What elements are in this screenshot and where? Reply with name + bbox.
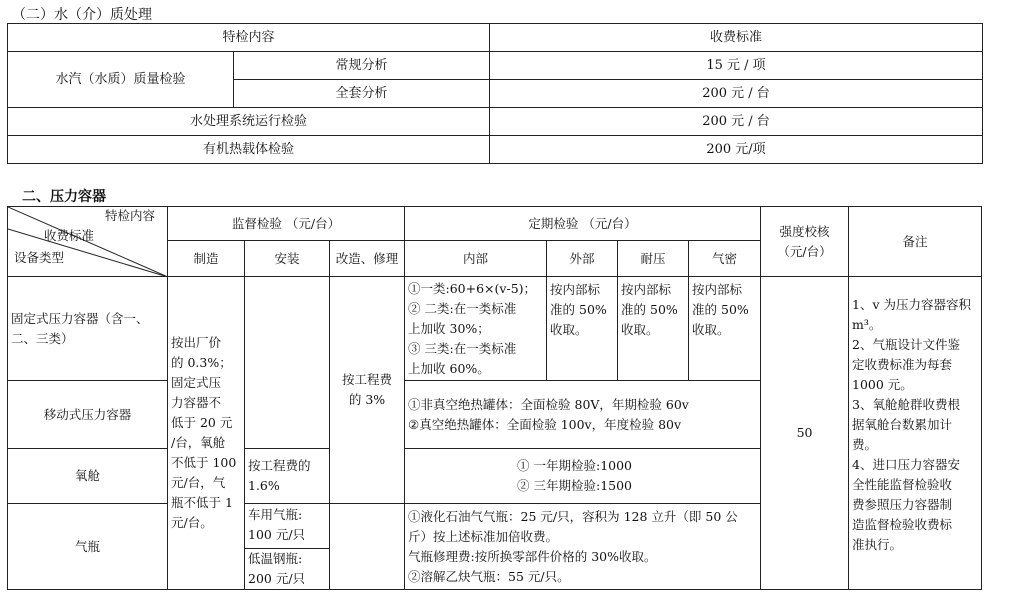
- install-cylinder-cell: [245, 504, 330, 590]
- internal-fixed: ①一类:60+6×(v-5)； ② 二类:在一类标准 上加收 30%； ③ 三类:在一类标准 上加收 60%。: [405, 277, 547, 381]
- install-empty: [245, 277, 330, 449]
- col-install: 安装: [245, 241, 330, 277]
- remarks-header: 备注: [849, 207, 982, 277]
- external-fixed: 按内部标 准的 50% 收取。: [547, 277, 618, 381]
- row-system-fee: 200 元 / 台: [490, 108, 983, 136]
- section1-title: （二）水（介）质处理: [12, 7, 152, 23]
- section2-title: 二、压力容器: [22, 189, 106, 205]
- install-chamber: 按工程费的 1.6%: [245, 449, 330, 504]
- col-alteration: 改造、修理: [330, 241, 405, 277]
- header-content: 特检内容: [8, 24, 490, 52]
- alteration-fee: 按工程费 的 3%: [330, 277, 405, 504]
- type-mobile: 移动式压力容器: [8, 381, 168, 449]
- pressure-fixed: 按内部标 准的 50% 收取。: [618, 277, 689, 381]
- remarks: 1、v 为压力容器容积 m³。 2、气瓶设计文件鉴 定收费标准为每套 1000 元。 3、氧舱舱群收费根 据氧舱台数累加计 费。 4、进口压力容器安 全性能监督检验收 费参照压力容器制 造监督检验收费标 准执行。: [849, 277, 982, 590]
- row-system: 水处理系统运行检验: [8, 108, 490, 136]
- sub-routine-fee: 15 元 / 项: [490, 52, 983, 80]
- type-fixed: 固定式压力容器（含一、二、三类）: [8, 277, 168, 381]
- periodic-header: 定期检验 （元/台）: [405, 207, 761, 241]
- sub-routine: 常规分析: [234, 52, 490, 80]
- cylinder-periodic: ①液化石油气气瓶：25 元/只，容积为 128 立升（即 50 公 斤）按上述标准加倍收费。 气瓶修理费:按所换零部件价格的 30%收取。 ②溶解乙炔气瓶：55 元/只。: [405, 504, 761, 590]
- install-cryo: 低温钢瓶: 200 元/只: [248, 550, 306, 586]
- type-cylinder: 气瓶: [8, 504, 168, 590]
- pressure-vessel-table: [7, 206, 982, 590]
- strength-value: 50: [761, 277, 849, 590]
- col-internal: 内部: [405, 241, 547, 277]
- col-manufacture: 制造: [168, 241, 245, 277]
- supervision-header: 监督检验 （元/台）: [168, 207, 405, 241]
- diag-top-label: 特检内容: [104, 208, 155, 223]
- airtight-fixed: 按内部标 准的 50% 收取。: [689, 277, 761, 381]
- chamber-periodic: ① 一年期检验:1000 ② 三年期检验:1500: [405, 449, 761, 504]
- manufacture-fee: 按出厂价 的 0.3%； 固定式压 力容器不 低于 20 元 /台，氧舱 不低于 100 元/台，气 瓶不低于 1 元/台。: [168, 277, 245, 590]
- strength-header: 强度校核 （元/台）: [761, 207, 849, 277]
- alteration-cylinder-empty: [330, 504, 405, 590]
- diag-mid-label: 收费标准: [44, 228, 95, 243]
- mobile-periodic: ①非真空绝热罐体：全面检验 80V，年期检验 60v ②真空绝热罐体：全面检验 100v，年度检验 80v: [405, 381, 761, 449]
- col-pressure: 耐压: [618, 241, 689, 277]
- diagonal-header-cell: [8, 207, 168, 277]
- header-fee: 收费标准: [490, 24, 983, 52]
- row-organic-fee: 200 元/项: [490, 136, 983, 164]
- type-chamber: 氧舱: [8, 449, 168, 504]
- col-airtight: 气密: [689, 241, 761, 277]
- sub-full-fee: 200 元 / 台: [490, 80, 983, 108]
- water-treatment-table: [7, 23, 983, 164]
- diag-bottom-label: 设备类型: [14, 250, 65, 265]
- col-external: 外部: [547, 241, 618, 277]
- install-car: 车用气瓶: 100 元/只: [245, 505, 329, 549]
- sub-full: 全套分析: [234, 80, 490, 108]
- row-organic: 有机热载体检验: [8, 136, 490, 164]
- row-water-quality: 水汽（水质）质量检验: [8, 52, 234, 108]
